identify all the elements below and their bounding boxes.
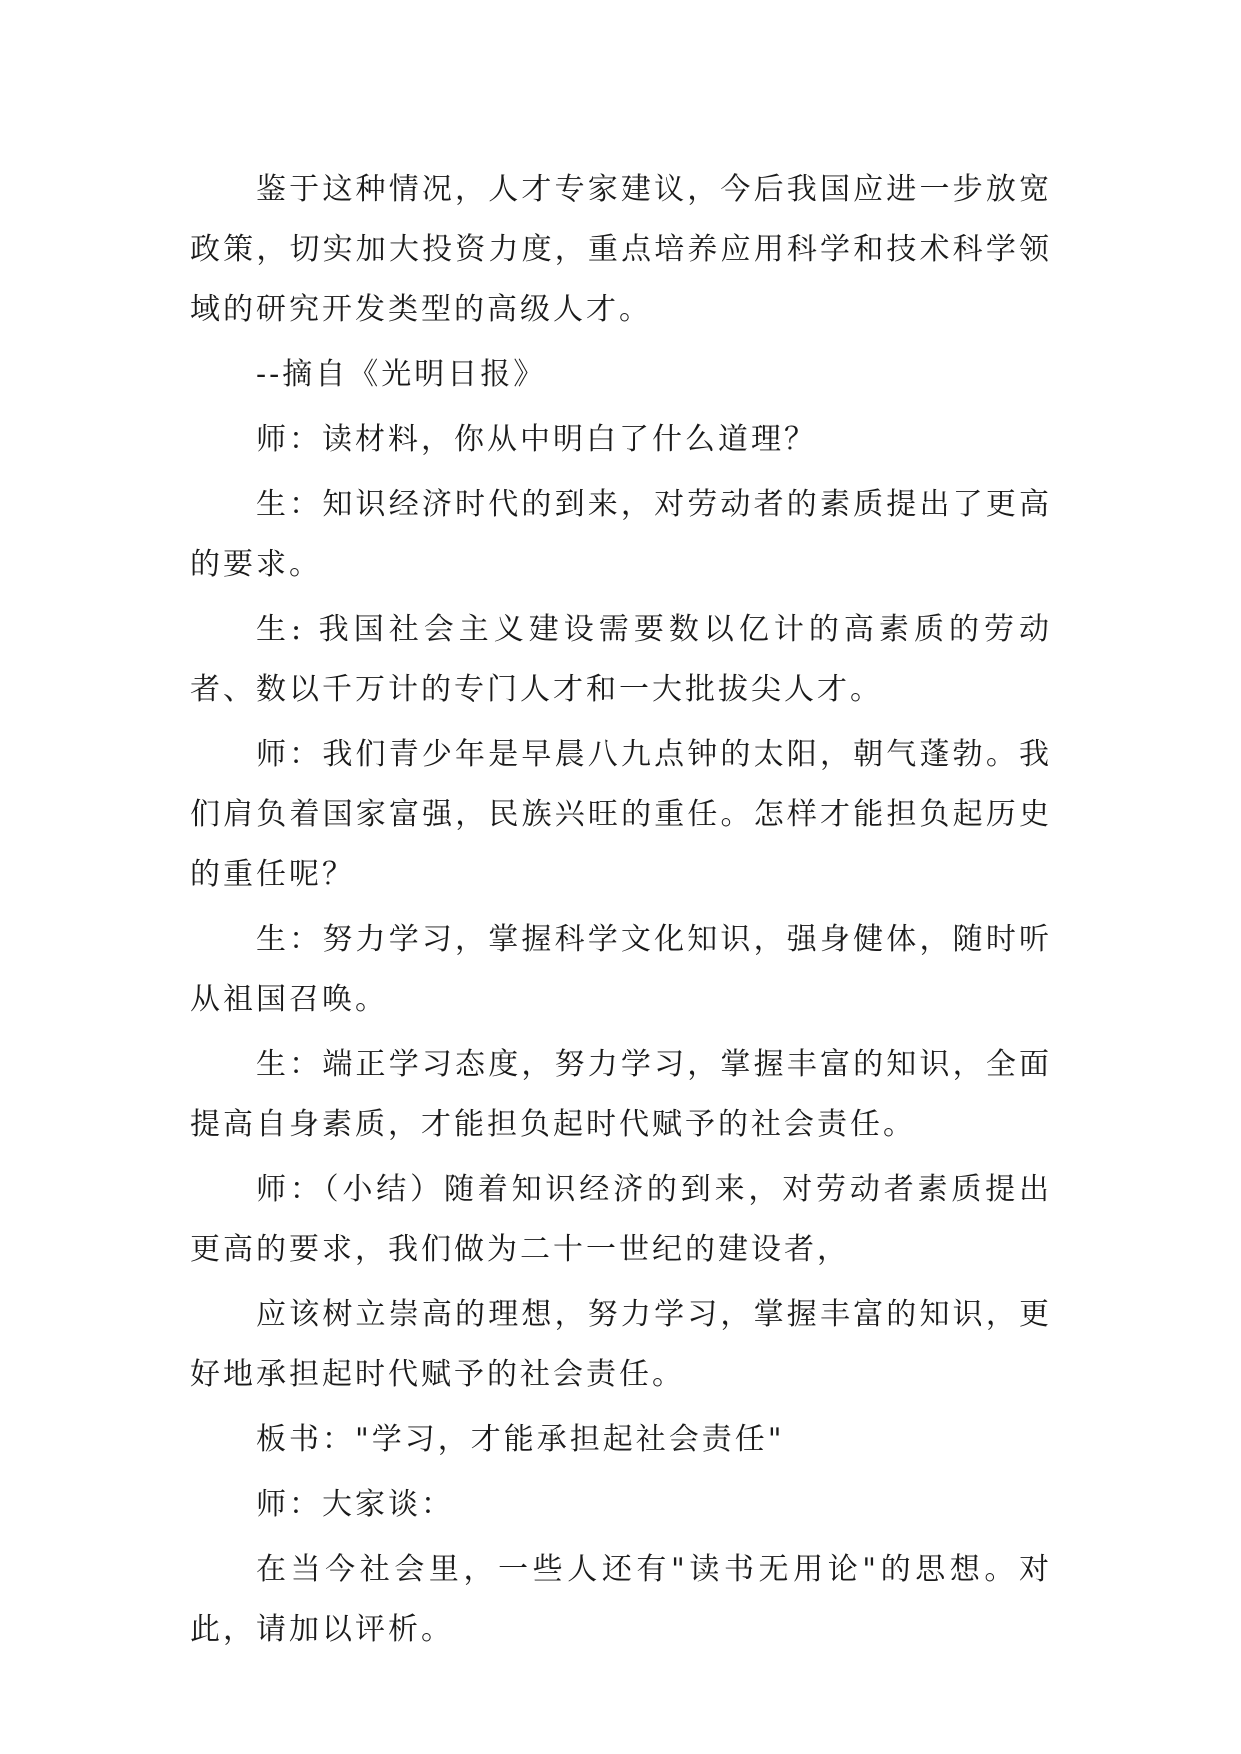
document-body <box>190 160 1052 1665</box>
paragraph-teacher-summary: 师：（小结）随着知识经济的到来，对劳动者素质提出更高的要求，我们做为二十一世纪的建设者， <box>190 1172 1052 1267</box>
paragraph-student-answer-1: 生：知识经济时代的到来，对劳动者的素质提出了更高的要求。 <box>190 487 1052 582</box>
paragraph-discussion-prompt: 师：大家谈： <box>256 1487 454 1522</box>
paragraph-summary-continued: 应该树立崇高的理想，努力学习，掌握丰富的知识，更好地承担起时代赋予的社会责任。 <box>190 1297 1052 1392</box>
paragraph-student-answer-4: 生：端正学习态度，努力学习，掌握丰富的知识，全面提高自身素质，才能担负起时代赋予的社会责任。 <box>190 1047 1052 1142</box>
paragraph-teacher-prompt: 师：我们青少年是早晨八九点钟的太阳，朝气蓬勃。我们肩负着国家富强，民族兴旺的重任。怎样才能担负起历史的重任呢？ <box>190 737 1052 892</box>
paragraph-student-answer-3: 生：努力学习，掌握科学文化知识，强身健体，随时听从祖国召唤。 <box>190 922 1052 1017</box>
paragraph-teacher-question: 师：读材料，你从中明白了什么道理？ <box>256 422 817 457</box>
paragraph-discussion-topic: 在当今社会里，一些人还有"读书无用论"的思想。对此，请加以评析。 <box>190 1552 1052 1647</box>
paragraph-blackboard-note: 板书："学习，才能承担起社会责任" <box>256 1422 785 1457</box>
paragraph-expert-advice: 鉴于这种情况，人才专家建议，今后我国应进一步放宽政策，切实加大投资力度，重点培养应用科学和技术科学领域的研究开发类型的高级人才。 <box>190 172 1052 327</box>
paragraph-student-answer-2: 生: 我国社会主义建设需要数以亿计的高素质的劳动者、数以千万计的专门人才和一大批拔尖人才。 <box>190 612 1052 707</box>
paragraph-source-citation: --摘自《光明日报》 <box>256 357 547 392</box>
